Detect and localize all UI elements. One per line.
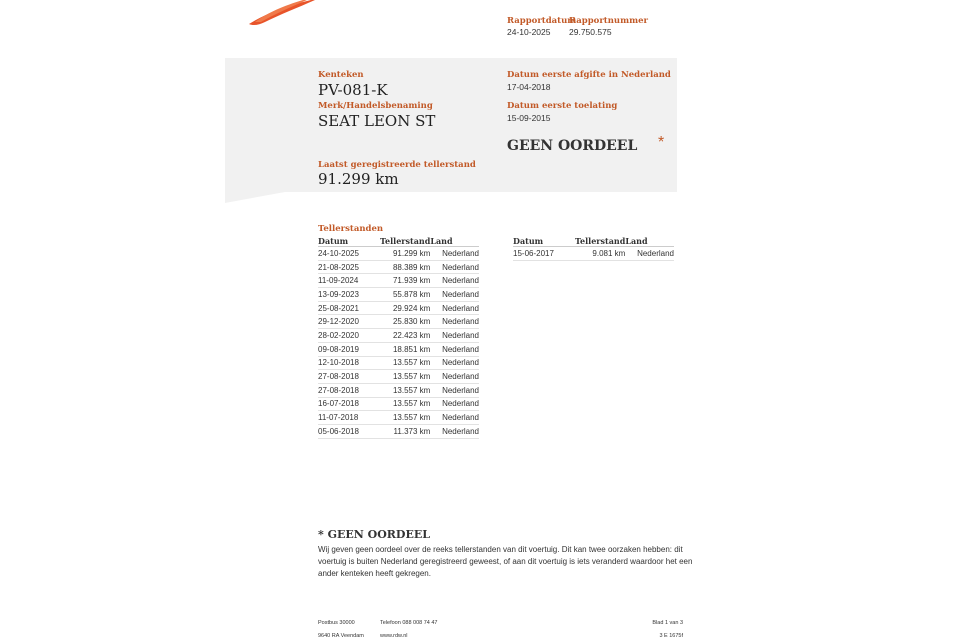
cell-tellerstand: 13.557 km bbox=[380, 397, 430, 411]
cell-tellerstand: 88.389 km bbox=[380, 260, 430, 274]
cell-tellerstand: 13.557 km bbox=[380, 356, 430, 370]
laatst-value: 91.299 km bbox=[318, 170, 399, 188]
cell-tellerstand: 29.924 km bbox=[380, 301, 430, 315]
cell-datum: 11-07-2018 bbox=[318, 411, 380, 425]
note-line: ander kenteken heeft gekregen. bbox=[318, 569, 431, 578]
cell-land: Nederland bbox=[430, 342, 479, 356]
cell-land: Nederland bbox=[430, 274, 479, 288]
table-row bbox=[318, 329, 479, 343]
cell-datum: 29-12-2020 bbox=[318, 315, 380, 329]
tellerstanden-table-right bbox=[513, 235, 674, 261]
rdw-logo-swoosh bbox=[245, 0, 365, 26]
rapportdatum-value: 24-10-2025 bbox=[507, 27, 551, 37]
cell-land: Nederland bbox=[430, 397, 479, 411]
cell-datum: 05-06-2018 bbox=[318, 424, 380, 438]
col-land: Land bbox=[430, 235, 479, 247]
cell-land: Nederland bbox=[430, 288, 479, 302]
note-line: Wij geven geen oordeel over de reeks tellerstanden van dit voertuig. Dit kan twee oorzaken hebben: dit bbox=[318, 545, 683, 554]
cell-tellerstand: 18.851 km bbox=[380, 342, 430, 356]
cell-land: Nederland bbox=[430, 315, 479, 329]
table-row bbox=[318, 247, 479, 261]
note-line: voertuig is buiten Nederland geregistreerd geweest, of aan dit voertuig is iets veranderd waardoor het een bbox=[318, 557, 693, 566]
cell-datum: 25-08-2021 bbox=[318, 301, 380, 315]
oordeel-verdict: GEEN OORDEEL bbox=[507, 138, 638, 154]
cell-tellerstand: 71.939 km bbox=[380, 274, 430, 288]
footer-website[interactable]: www.rdw.nl bbox=[380, 633, 408, 639]
table-row bbox=[318, 274, 479, 288]
cell-datum: 27-08-2018 bbox=[318, 370, 380, 384]
cell-land: Nederland bbox=[430, 247, 479, 261]
footer-adres: 9640 RA Veendam bbox=[318, 633, 364, 639]
cell-land: Nederland bbox=[430, 411, 479, 425]
table-row bbox=[318, 424, 479, 438]
cell-tellerstand: 91.299 km bbox=[380, 247, 430, 261]
cell-datum: 12-10-2018 bbox=[318, 356, 380, 370]
cell-datum: 24-10-2025 bbox=[318, 247, 380, 261]
kenteken-value: PV-081-K bbox=[318, 81, 388, 99]
cell-datum: 09-08-2019 bbox=[318, 342, 380, 356]
cell-land: Nederland bbox=[430, 383, 479, 397]
table-row bbox=[318, 288, 479, 302]
laatst-label: Laatst geregistreerde tellerstand bbox=[318, 160, 476, 170]
cell-datum: 11-09-2024 bbox=[318, 274, 380, 288]
panel-tail bbox=[225, 192, 285, 203]
footer-code: 3 E 1675f bbox=[659, 633, 683, 639]
cell-datum: 15-06-2017 bbox=[513, 247, 575, 261]
cell-tellerstand: 13.557 km bbox=[380, 383, 430, 397]
col-land: Land bbox=[625, 235, 674, 247]
col-datum: Datum bbox=[318, 235, 380, 247]
toelating-label: Datum eerste toelating bbox=[507, 101, 618, 111]
rapportdatum-label: Rapportdatum bbox=[507, 16, 577, 26]
footer-page-number: Blad 1 van 3 bbox=[652, 620, 683, 626]
footer-telefoon: Telefoon 088 008 74 47 bbox=[380, 620, 438, 626]
table-row bbox=[318, 301, 479, 315]
rapportnummer-value: 29.750.575 bbox=[569, 27, 612, 37]
note-text bbox=[318, 544, 693, 580]
cell-land: Nederland bbox=[430, 329, 479, 343]
table-row bbox=[318, 315, 479, 329]
col-tellerstand: Tellerstand bbox=[380, 235, 431, 246]
cell-tellerstand: 25.830 km bbox=[380, 315, 430, 329]
cell-tellerstand: 11.373 km bbox=[380, 424, 430, 438]
cell-land: Nederland bbox=[625, 247, 674, 261]
cell-tellerstand: 13.557 km bbox=[380, 411, 430, 425]
table-row bbox=[513, 247, 674, 261]
cell-tellerstand: 13.557 km bbox=[380, 370, 430, 384]
cell-land: Nederland bbox=[430, 424, 479, 438]
cell-land: Nederland bbox=[430, 370, 479, 384]
table-row bbox=[318, 411, 479, 425]
afgifte-label: Datum eerste afgifte in Nederland bbox=[507, 70, 671, 80]
cell-datum: 28-02-2020 bbox=[318, 329, 380, 343]
cell-tellerstand: 9.081 km bbox=[575, 247, 625, 261]
tellerstanden-title: Tellerstanden bbox=[318, 224, 384, 234]
tellerstanden-table-left bbox=[318, 235, 479, 439]
rapportnummer-label: Rapportnummer bbox=[569, 16, 648, 26]
cell-datum: 16-07-2018 bbox=[318, 397, 380, 411]
table-row bbox=[318, 356, 479, 370]
note-title: * GEEN OORDEEL bbox=[318, 528, 430, 541]
footer-postbus: Postbus 30000 bbox=[318, 620, 355, 626]
oordeel-asterisk: * bbox=[658, 134, 665, 151]
table-row bbox=[318, 397, 479, 411]
cell-datum: 13-09-2023 bbox=[318, 288, 380, 302]
cell-datum: 21-08-2025 bbox=[318, 260, 380, 274]
merk-value: SEAT LEON ST bbox=[318, 112, 436, 130]
table-row bbox=[318, 370, 479, 384]
col-datum: Datum bbox=[513, 235, 575, 247]
afgifte-value: 17-04-2018 bbox=[507, 82, 551, 92]
cell-datum: 27-08-2018 bbox=[318, 383, 380, 397]
cell-tellerstand: 22.423 km bbox=[380, 329, 430, 343]
kenteken-label: Kenteken bbox=[318, 70, 364, 80]
col-tellerstand: Tellerstand bbox=[575, 235, 626, 246]
table-row bbox=[318, 342, 479, 356]
cell-tellerstand: 55.878 km bbox=[380, 288, 430, 302]
table-row bbox=[318, 260, 479, 274]
cell-land: Nederland bbox=[430, 301, 479, 315]
table-row bbox=[318, 383, 479, 397]
merk-label: Merk/Handelsbenaming bbox=[318, 101, 433, 111]
cell-land: Nederland bbox=[430, 260, 479, 274]
cell-land: Nederland bbox=[430, 356, 479, 370]
toelating-value: 15-09-2015 bbox=[507, 113, 551, 123]
